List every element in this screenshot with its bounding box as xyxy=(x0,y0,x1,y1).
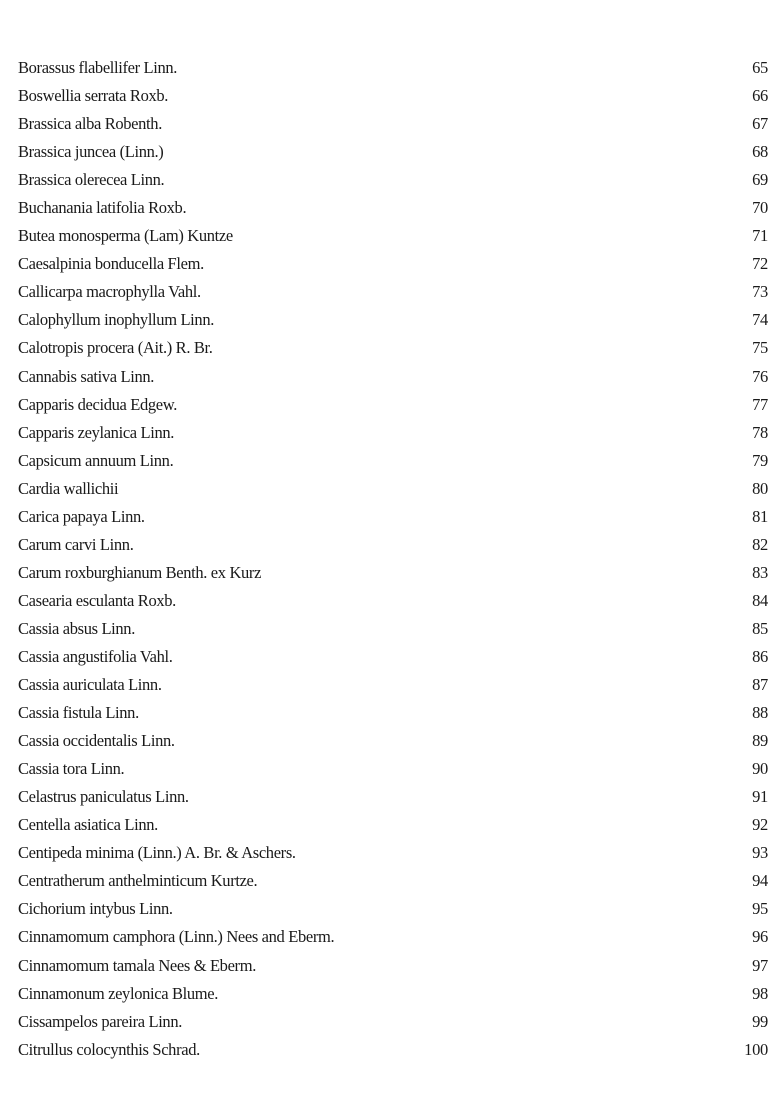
entry-species-name: Cinnamomum camphora (Linn.) Nees and Eberm. xyxy=(18,927,335,947)
entry-page-number: 90 xyxy=(752,759,768,779)
entry-page-number: 94 xyxy=(752,871,768,891)
contents-entry xyxy=(18,166,768,194)
contents-entry xyxy=(18,306,768,334)
entry-species-name: Cissampelos pareira Linn. xyxy=(18,1011,183,1031)
entry-page-number: 70 xyxy=(752,198,768,218)
entry-page-number: 91 xyxy=(752,787,768,807)
entry-species-name: Cassia angustifolia Vahl. xyxy=(18,647,173,666)
contents-entry xyxy=(18,250,768,278)
contents-entry xyxy=(18,839,768,867)
entry-page-number: 77 xyxy=(752,394,768,414)
entry-species-name: Centella asiatica Linn. xyxy=(18,815,158,835)
contents-list xyxy=(18,54,768,1064)
contents-entry xyxy=(18,671,768,699)
entry-species-name: Carum roxburghianum Benth. ex Kurz xyxy=(18,562,262,582)
entry-page-number: 98 xyxy=(752,983,768,1003)
entry-page-number: 82 xyxy=(752,534,768,554)
entry-species-name: Cinnamonum zeylonica Blume. xyxy=(18,983,218,1003)
entry-page-number: 95 xyxy=(752,899,768,919)
entry-page-number: 83 xyxy=(752,562,768,582)
contents-entry xyxy=(18,419,768,447)
contents-entry xyxy=(18,643,768,671)
entry-species-name: Cichorium intybus Linn. xyxy=(18,899,173,919)
entry-species-name: Casearia esculanta Roxb. xyxy=(18,590,176,610)
entry-species-name: Cannabis sativa Linn. xyxy=(18,366,155,386)
entry-species-name: Cardia wallichii xyxy=(18,478,119,498)
entry-page-number: 100 xyxy=(744,1039,768,1059)
entry-species-name: Centratherum anthelminticum Kurtze. xyxy=(18,871,258,891)
entry-species-name: Cassia absus Linn. xyxy=(18,618,135,638)
entry-species-name: Cassia fistula Linn. xyxy=(18,703,139,723)
contents-entry xyxy=(18,727,768,755)
entry-species-name: Cassia auriculata Linn. xyxy=(18,675,162,695)
entry-species-name: Celastrus paniculatus Linn. xyxy=(18,787,189,807)
contents-entry xyxy=(18,1036,768,1064)
contents-entry xyxy=(18,194,768,222)
entry-page-number: 65 xyxy=(752,58,768,78)
contents-entry xyxy=(18,222,768,250)
entry-page-number: 78 xyxy=(752,422,768,442)
contents-entry xyxy=(18,895,768,923)
entry-species-name: Cassia tora Linn. xyxy=(18,759,125,779)
entry-species-name: Boswellia serrata Roxb. xyxy=(18,86,169,106)
contents-entry xyxy=(18,138,768,166)
contents-entry xyxy=(18,587,768,615)
entry-species-name: Carica papaya Linn. xyxy=(18,506,145,526)
entry-species-name: Calotropis procera (Ait.) R. Br. xyxy=(18,338,213,358)
entry-species-name: Brassica olerecea Linn. xyxy=(18,170,165,190)
entry-page-number: 86 xyxy=(752,647,768,666)
entry-page-number: 96 xyxy=(752,927,768,947)
contents-entry xyxy=(18,82,768,110)
contents-entry xyxy=(18,334,768,362)
entry-species-name: Buchanania latifolia Roxb. xyxy=(18,198,187,218)
contents-entry xyxy=(18,475,768,503)
entry-page-number: 85 xyxy=(752,618,768,638)
entry-species-name: Butea monosperma (Lam) Kuntze xyxy=(18,226,233,246)
entry-page-number: 87 xyxy=(752,675,768,695)
entry-page-number: 89 xyxy=(752,731,768,751)
contents-entry xyxy=(18,867,768,895)
entry-species-name: Borassus flabellifer Linn. xyxy=(18,58,178,78)
entry-page-number: 80 xyxy=(752,478,768,498)
entry-species-name: Capparis zeylanica Linn. xyxy=(18,422,175,442)
contents-entry xyxy=(18,699,768,727)
entry-page-number: 97 xyxy=(752,955,768,975)
contents-entry xyxy=(18,278,768,306)
contents-entry xyxy=(18,615,768,643)
contents-entry xyxy=(18,447,768,475)
entry-page-number: 74 xyxy=(752,310,768,330)
contents-entry xyxy=(18,923,768,951)
entry-page-number: 71 xyxy=(752,226,768,246)
entry-page-number: 81 xyxy=(752,506,768,526)
entry-page-number: 69 xyxy=(752,170,768,190)
entry-species-name: Brassica juncea (Linn.) xyxy=(18,142,164,162)
contents-entry xyxy=(18,952,768,980)
entry-species-name: Callicarpa macrophylla Vahl. xyxy=(18,282,201,302)
contents-entry xyxy=(18,110,768,138)
entry-page-number: 66 xyxy=(752,86,768,106)
contents-entry xyxy=(18,755,768,783)
entry-page-number: 93 xyxy=(752,843,768,863)
entry-species-name: Cassia occidentalis Linn. xyxy=(18,731,175,751)
entry-page-number: 68 xyxy=(752,142,768,162)
entry-page-number: 73 xyxy=(752,282,768,302)
contents-entry xyxy=(18,391,768,419)
contents-entry xyxy=(18,54,768,82)
entry-species-name: Capparis decidua Edgew. xyxy=(18,394,178,414)
contents-entry xyxy=(18,559,768,587)
entry-page-number: 72 xyxy=(752,254,768,274)
contents-entry xyxy=(18,783,768,811)
contents-entry xyxy=(18,531,768,559)
contents-entry xyxy=(18,811,768,839)
entry-page-number: 88 xyxy=(752,703,768,723)
entry-species-name: Centipeda minima (Linn.) A. Br. & Aschers. xyxy=(18,843,296,863)
entry-page-number: 84 xyxy=(752,590,768,610)
entry-species-name: Citrullus colocynthis Schrad. xyxy=(18,1039,200,1059)
contents-entry xyxy=(18,1008,768,1036)
contents-entry xyxy=(18,363,768,391)
entry-species-name: Capsicum annuum Linn. xyxy=(18,450,174,470)
contents-entry xyxy=(18,980,768,1008)
entry-page-number: 92 xyxy=(752,815,768,835)
contents-entry xyxy=(18,503,768,531)
entry-species-name: Carum carvi Linn. xyxy=(18,534,134,554)
entry-page-number: 79 xyxy=(752,450,768,470)
entry-page-number: 99 xyxy=(752,1011,768,1031)
entry-page-number: 76 xyxy=(752,366,768,386)
entry-species-name: Brassica alba Robenth. xyxy=(18,114,162,134)
entry-species-name: Caesalpinia bonducella Flem. xyxy=(18,254,204,274)
entry-page-number: 67 xyxy=(752,114,768,134)
entry-page-number: 75 xyxy=(752,338,768,358)
entry-species-name: Cinnamomum tamala Nees & Eberm. xyxy=(18,955,256,975)
entry-species-name: Calophyllum inophyllum Linn. xyxy=(18,310,214,330)
